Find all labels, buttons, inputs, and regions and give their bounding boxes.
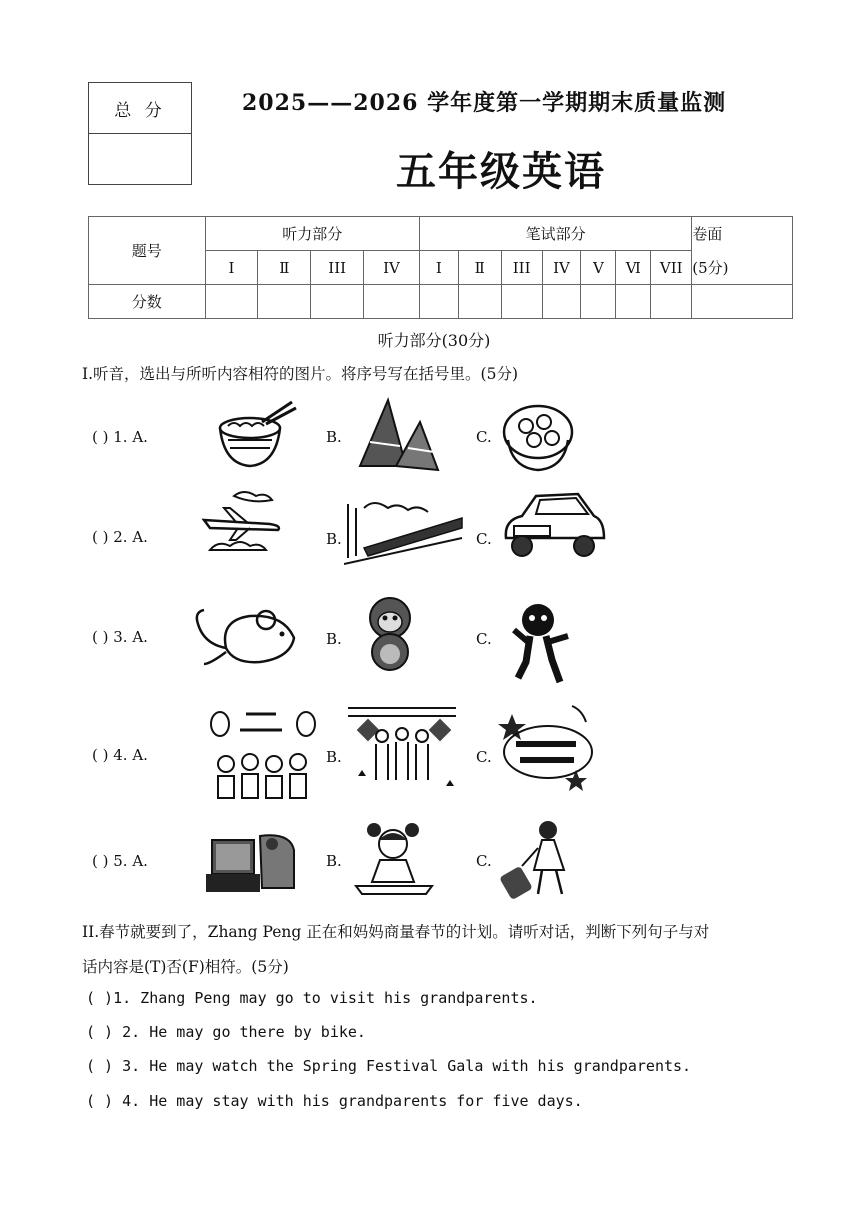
girl-cooking-icon xyxy=(352,820,436,898)
writing-col: V xyxy=(581,251,616,285)
row-label-score: 分数 xyxy=(89,285,206,319)
writing-col: IV xyxy=(542,251,581,285)
train-icon xyxy=(344,498,464,568)
question-label: ( ) 3. A. xyxy=(92,628,148,646)
rice-dumplings-icon xyxy=(350,396,440,476)
score-table xyxy=(88,216,793,319)
total-score-label: 总 分 xyxy=(89,83,191,134)
score-cell[interactable] xyxy=(258,285,311,319)
listening-col: III xyxy=(311,251,364,285)
girl-travel-icon xyxy=(500,818,580,902)
option-c-label: C. xyxy=(476,852,492,870)
exam-title: 2025——2026 学年度第一学期期末质量监测 xyxy=(242,90,727,116)
score-cell[interactable] xyxy=(581,285,616,319)
plane-icon xyxy=(200,490,286,562)
watch-tv-icon xyxy=(202,826,298,896)
question-label: ( ) 5. A. xyxy=(92,852,148,870)
score-cell[interactable] xyxy=(458,285,501,319)
spring-festival-icon xyxy=(346,706,458,802)
option-c-label: C. xyxy=(476,428,492,446)
part1-instruction: I.听音，选出与所听内容相符的图片。将序号写在括号里。(5分) xyxy=(82,365,519,383)
option-c-label: C. xyxy=(476,748,492,766)
listening-col: Ⅱ xyxy=(258,251,311,285)
score-cell[interactable] xyxy=(205,285,258,319)
car-icon xyxy=(500,490,608,562)
national-day-icon xyxy=(492,700,602,800)
question-label: ( ) 1. A. xyxy=(92,428,148,446)
subject-title: 五年级英语 xyxy=(396,149,606,195)
neatness-header: 卷面 xyxy=(692,217,793,251)
row-label-q: 题号 xyxy=(89,217,206,285)
option-c-label: C. xyxy=(476,630,492,648)
writing-col: VII xyxy=(651,251,692,285)
score-cell[interactable] xyxy=(311,285,364,319)
score-cell[interactable] xyxy=(651,285,692,319)
question-label: ( ) 4. A. xyxy=(92,746,148,764)
total-score-box xyxy=(88,82,192,185)
neatness-points: (5分) xyxy=(692,251,793,285)
listening-col: IV xyxy=(364,251,420,285)
score-cell[interactable] xyxy=(692,285,793,319)
part2-instruction-line2: 话内容是(T)否(F)相符。(5分) xyxy=(82,958,289,976)
option-b-label: B. xyxy=(326,852,342,870)
tf-item: ( ) 4. He may stay with his grandparents for five days. xyxy=(86,1092,583,1110)
option-b-label: B. xyxy=(326,428,342,446)
question-label: ( ) 2. A. xyxy=(92,528,148,546)
part2-instruction-line1: II.春节就要到了，Zhang Peng 正在和妈妈商量春节的计划。请听对话，判断下列句子与对 xyxy=(82,923,710,941)
listening-header: 听力部分 xyxy=(205,217,419,251)
childrens-day-icon xyxy=(206,706,316,810)
tiger-icon xyxy=(510,600,574,686)
tf-item: ( )1. Zhang Peng may go to visit his grandparents. xyxy=(86,989,538,1007)
option-b-label: B. xyxy=(326,630,342,648)
tf-item: ( ) 3. He may watch the Spring Festival Gala with his grandparents. xyxy=(86,1057,692,1075)
score-cell[interactable] xyxy=(501,285,542,319)
writing-col: Ⅱ xyxy=(458,251,501,285)
score-cell[interactable] xyxy=(542,285,581,319)
writing-col: I xyxy=(419,251,458,285)
writing-header: 笔试部分 xyxy=(419,217,691,251)
score-cell[interactable] xyxy=(364,285,420,319)
writing-col: III xyxy=(501,251,542,285)
mouse-icon xyxy=(190,604,302,668)
listening-col: I xyxy=(205,251,258,285)
noodle-bowl-icon xyxy=(214,400,298,472)
listening-section-title: 听力部分(30分) xyxy=(377,331,491,350)
tf-item: ( ) 2. He may go there by bike. xyxy=(86,1023,366,1041)
option-b-label: B. xyxy=(326,748,342,766)
writing-col: Ⅵ xyxy=(616,251,651,285)
option-b-label: B. xyxy=(326,530,342,548)
score-cell[interactable] xyxy=(616,285,651,319)
dumplings-plate-icon xyxy=(500,400,576,472)
score-cell[interactable] xyxy=(419,285,458,319)
option-c-label: C. xyxy=(476,530,492,548)
monkey-icon xyxy=(356,594,424,674)
